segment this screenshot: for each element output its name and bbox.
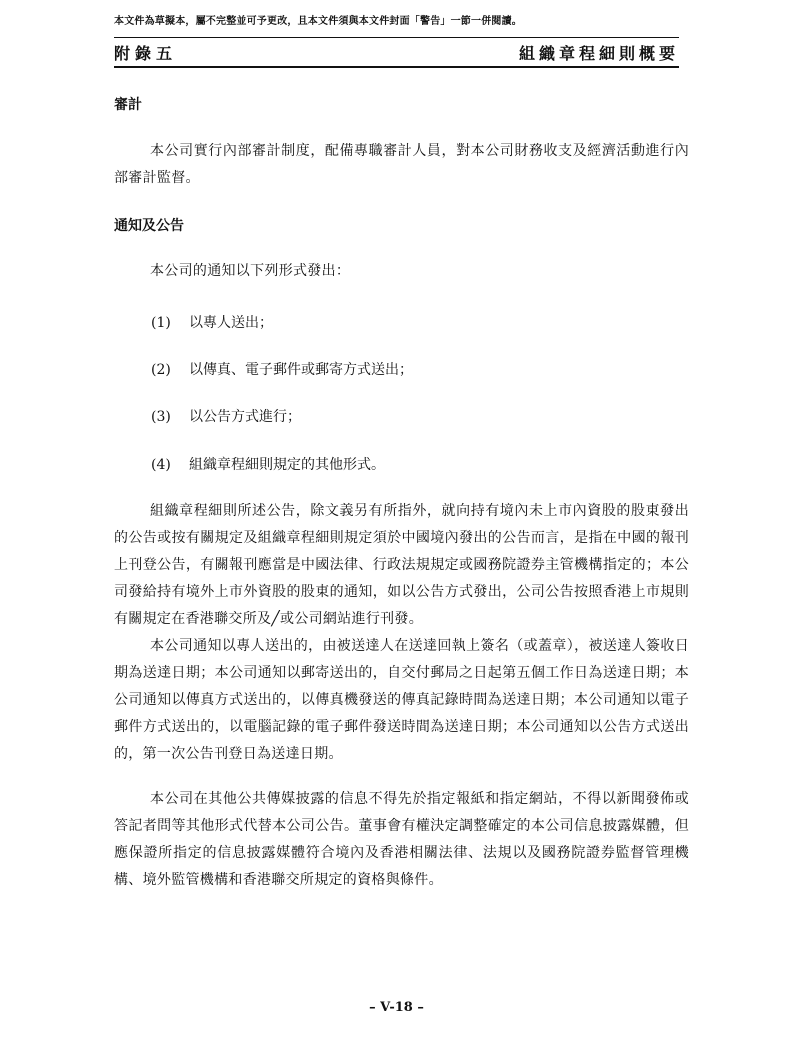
list-item-text: 以專人送出； [189,315,273,331]
page-number: – V-18 – [369,1000,424,1015]
list-item-number: (1) [151,315,171,331]
list-item-number: (4) [151,457,171,473]
appendix-label: 附錄五 [114,44,178,63]
page-title: 組織章程細則概要 [518,44,679,63]
draft-notice: 本文件為草擬本，屬不完整並可予更改，且本文件須與本文件封面「警告」一節一併閱讀。 [114,16,522,27]
list-item-number: (3) [151,409,171,425]
delivery-paragraph: 本公司通知以專人送出的，由被送達人在送達回執上簽名（或蓋章），被送達人簽收日期為送達日期；本公司通知以郵寄送出的，自交付郵局之日起第五個工作日為送達日期；本公司通知以傳真方式送出的，以傳真機發送的傳真記錄時間為送達日期；本公司通知以電子郵件方式送出的，以電腦記錄的電子郵件發送時間為送達日期；本公司通知以公告方式送出的，第一次公告刊登日為送達日期。 [114,638,689,762]
header-top-rule [114,37,679,38]
list-item-number: (2) [151,362,171,378]
announcements-paragraph: 組織章程細則所述公告，除文義另有所指外，就向持有境內未上市內資股的股東發出的公告或按有關規定及組織章程細則規定須於中國境內發出的公告而言，是指在中國的報刊上刊登公告，有關報刊應當是中國法律、行政法規規定或國務院證券主管機構指定的；本公司發給持有境外上市外資股的股東的通知，如以公告方式發出，公司公告按照香港上市規則有關規定在香港聯交所及╱或公司網站進行刊發。 [114,503,689,627]
page-header [114,41,679,65]
list-item-text: 以公告方式進行； [189,409,301,425]
list-item [151,359,413,379]
header-bottom-rule [114,66,679,68]
audit-paragraph: 本公司實行內部審計制度，配備專職審計人員，對本公司財務收支及經濟活動進行內部審計監督。 [114,143,689,186]
list-item [151,406,301,426]
notices-intro: 本公司的通知以下列形式發出： [150,263,351,279]
list-item-text: 組織章程細則規定的其他形式。 [189,457,385,473]
list-item [151,312,273,332]
audit-heading: 審計 [114,97,142,113]
list-item-text: 以傳真、電子郵件或郵寄方式送出； [189,362,413,378]
notices-heading: 通知及公告 [114,218,184,234]
disclosure-paragraph: 本公司在其他公共傳媒披露的信息不得先於指定報紙和指定網站，不得以新聞發佈或答記者問等其他形式代替本公司公告。董事會有權決定調整確定的本公司信息披露媒體，但應保證所指定的信息披露媒體符合境內及香港相關法律、法規以及國務院證券監督管理機構、境外監管機構和香港聯交所規定的資格與條件。 [114,791,689,888]
list-item [151,454,385,474]
